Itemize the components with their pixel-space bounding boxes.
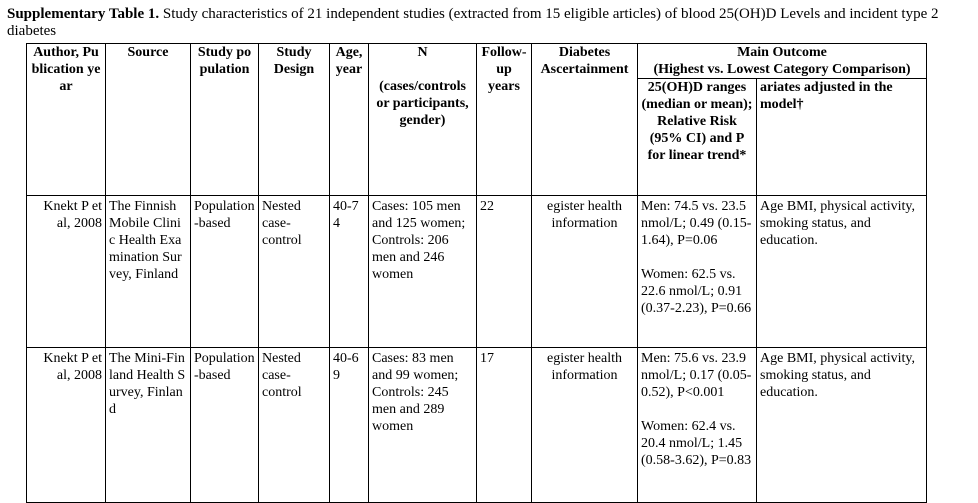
header-diabetes: Diabetes Ascertainment (532, 44, 638, 196)
cell-source: The Mini-Finland Health Survey, Finland (106, 348, 191, 503)
cell-n: Cases: 83 men and 99 women; Controls: 245 men and 289 women (369, 348, 477, 503)
header-follow-up: Follow-up years (477, 44, 532, 196)
cell-outcome (638, 196, 757, 348)
cell-follow-up: 22 (477, 196, 532, 348)
caption-label: Supplementary Table 1. (7, 6, 160, 22)
cell-outcome (638, 348, 757, 503)
cell-diabetes: egister health information (532, 348, 638, 503)
cell-diabetes: egister health information (532, 196, 638, 348)
cell-population: Population-based (191, 348, 259, 503)
header-ranges: 25(OH)D ranges (median or mean); Relative Risk (95% CI) and P for linear trend* (638, 79, 757, 196)
cell-design: Nested case-control (259, 196, 330, 348)
cell-source: The Finnish Mobile Clinic Health Examination Survey, Finland (106, 196, 191, 348)
table-row (27, 196, 927, 348)
header-row-1 (27, 44, 927, 79)
header-main-outcome-title: Main Outcome (737, 45, 827, 60)
cell-age: 40-74 (330, 196, 369, 348)
outcome-women: Women: 62.5 vs. 22.6 nmol/L; 0.91 (0.37-2.23), P=0.66 (641, 267, 752, 316)
cell-covariates: Age BMI, physical activity, smoking status, and education. (757, 348, 927, 503)
cell-age: 40-69 (330, 348, 369, 503)
table-row (27, 348, 927, 503)
header-main-outcome-subtitle: (Highest vs. Lowest Category Comparison) (653, 62, 911, 77)
cell-covariates: Age BMI, physical activity, smoking status, and education. (757, 196, 927, 348)
outcome-men: Men: 75.6 vs. 23.9 nmol/L; 0.17 (0.05-0.52), P<0.001 (641, 351, 752, 400)
header-n (369, 44, 477, 196)
cell-follow-up: 17 (477, 348, 532, 503)
header-n-subtitle: (cases/controls or participants, gender) (376, 79, 469, 128)
study-table (26, 43, 927, 503)
header-design: Study Design (259, 44, 330, 196)
header-main-outcome (638, 44, 927, 79)
header-covariates: ariates adjusted in the model† (757, 79, 927, 196)
cell-n: Cases: 105 men and 125 women; Controls: 206 men and 246 women (369, 196, 477, 348)
cell-population: Population-based (191, 196, 259, 348)
table-caption (7, 6, 967, 40)
header-age: Age, year (330, 44, 369, 196)
header-population: Study population (191, 44, 259, 196)
cell-author: Knekt P et al, 2008 (27, 196, 106, 348)
cell-design: Nested case-control (259, 348, 330, 503)
header-n-title: N (417, 45, 428, 60)
outcome-men: Men: 74.5 vs. 23.5 nmol/L; 0.49 (0.15-1.64), P=0.06 (641, 199, 752, 248)
outcome-women: Women: 62.4 vs. 20.4 nmol/L; 1.45 (0.58-3.62), P=0.83 (641, 419, 752, 468)
header-author: Author, Publication year (27, 44, 106, 196)
header-source: Source (106, 44, 191, 196)
cell-author: Knekt P et al, 2008 (27, 348, 106, 503)
caption-text: Study characteristics of 21 independent studies (extracted from 15 eligible articles) of blood 25(OH)D Levels and incident type 2 diabetes (7, 6, 939, 39)
